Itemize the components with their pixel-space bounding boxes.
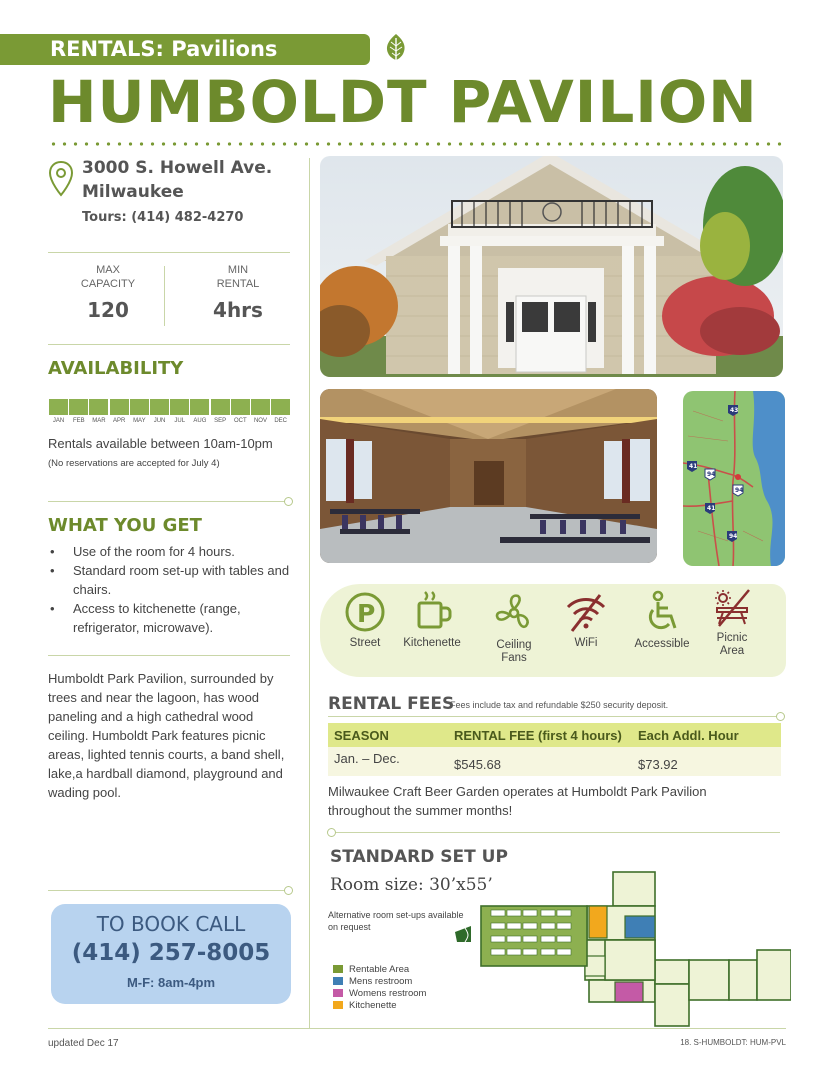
- month-dec: [271, 399, 290, 424]
- month-availability-bar: [49, 399, 290, 424]
- address-street: 3000 S. Howell Ave.: [82, 158, 273, 178]
- floorplan-diagram: [455, 870, 791, 1030]
- month-label: JUN: [153, 418, 166, 424]
- month-available-block: [170, 399, 189, 415]
- route-shield-label: 43: [730, 407, 739, 414]
- month-sep: [211, 399, 230, 424]
- amenity-ceiling-fans: [484, 591, 544, 665]
- amenity-kitchenette: [396, 589, 468, 650]
- month-available-block: [231, 399, 250, 415]
- standard-setup-heading: STANDARD SET UP: [330, 847, 508, 867]
- wheelchair-icon: [641, 590, 683, 634]
- rental-fee-table: [328, 723, 781, 776]
- availability-note: (No reservations are accepted for July 4): [48, 458, 220, 469]
- month-apr: [110, 399, 129, 424]
- stats-top-rule: [48, 252, 290, 253]
- updated-date: updated Dec 17: [48, 1038, 119, 1049]
- amenity-label: Picnic Area: [716, 632, 748, 657]
- list-item: • Access to kitchenette (range, refrigerator, microwave).: [48, 599, 294, 637]
- what-you-get-list: [48, 542, 294, 637]
- month-available-block: [251, 399, 270, 415]
- page-code: 18. S-HUMBOLDT: HUM-PVL: [680, 1038, 786, 1047]
- legend-label: Kitchenette: [349, 999, 397, 1011]
- amenities-panel: [320, 584, 786, 677]
- amenity-label: Kitchenette: [403, 637, 461, 649]
- month-label: FEB: [72, 418, 85, 424]
- beer-garden-note: Milwaukee Craft Beer Garden operates at Humboldt Park Pavilion throughout the summer months!: [328, 784, 707, 818]
- rental-fees-note: Fees include tax and refundable $250 security deposit.: [450, 700, 669, 710]
- month-label: JAN: [52, 418, 65, 424]
- month-mar: [89, 399, 108, 424]
- season-cell: Jan. – Dec.: [328, 747, 448, 776]
- month-label: OCT: [233, 418, 247, 424]
- availability-heading: AVAILABILITY: [48, 358, 184, 379]
- month-available-block: [190, 399, 209, 415]
- category-banner: [0, 34, 370, 65]
- month-nov: [251, 399, 270, 424]
- coffee-cup-icon: [411, 589, 453, 633]
- pavilion-description: Humboldt Park Pavilion, surrounded by trees and near the lagoon, has wood paneling and a high cathedral wood ceiling. Humboldt Park features picnic areas, lighted tennis courts, a band shell, lake,a hardball diamond, playground and wading pool.: [48, 671, 285, 800]
- month-label: JUL: [174, 418, 186, 424]
- stats-bottom-rule: [48, 344, 290, 345]
- location-map[interactable]: [683, 391, 785, 566]
- legend-item: [333, 963, 426, 975]
- route-shield-label: 41: [689, 463, 698, 470]
- route-shield-label: 94: [735, 487, 744, 494]
- amenity-accessible: [626, 590, 698, 651]
- list-item: • Standard room set-up with tables and chairs.: [48, 561, 294, 599]
- pavilion-exterior-photo: [320, 156, 783, 377]
- month-label: DEC: [274, 418, 287, 424]
- column-header: SEASON: [328, 723, 448, 747]
- legend-label: Mens restroom: [349, 975, 413, 987]
- month-jan: [49, 399, 68, 424]
- min-rental-value: 4hrs: [213, 298, 263, 322]
- table-header-row: [328, 723, 781, 747]
- column-header: Each Addl. Hour: [632, 723, 781, 747]
- section-divider: [48, 501, 288, 502]
- month-available-block: [69, 399, 88, 415]
- amenity-label: Street: [349, 637, 381, 649]
- month-oct: [231, 399, 250, 424]
- legend-item: [333, 987, 426, 999]
- pavilion-interior-photo: [320, 389, 657, 563]
- address-city: Milwaukee: [82, 182, 184, 202]
- alternative-setup-note: Alternative room set-ups available on request: [328, 910, 464, 932]
- amenity-wifi: [560, 589, 612, 650]
- availability-hours: Rentals available between 10am-10pm: [48, 436, 273, 451]
- month-available-block: [150, 399, 169, 415]
- min-rental-label: MIN RENTAL: [216, 264, 260, 290]
- legend-item: [333, 975, 426, 987]
- month-available-block: [49, 399, 68, 415]
- month-available-block: [130, 399, 149, 415]
- route-shield-label: 41: [707, 505, 716, 512]
- amenity-label: Accessible: [634, 638, 690, 650]
- section-divider: [48, 890, 288, 891]
- month-may: [130, 399, 149, 424]
- additional-hour-cell: $73.92: [632, 747, 781, 776]
- month-label: NOV: [253, 418, 267, 424]
- route-shield-label: 94: [707, 471, 716, 478]
- location-pin-icon: [48, 160, 74, 198]
- section-divider: [328, 716, 780, 717]
- rental-fee-cell: $545.68: [448, 747, 632, 776]
- rental-fees-heading: RENTAL FEES: [328, 694, 455, 714]
- svg-text:P: P: [357, 599, 376, 628]
- month-label: MAY: [133, 418, 146, 424]
- floorplan-legend: [333, 963, 426, 1011]
- legend-label: Rentable Area: [349, 963, 410, 975]
- month-label: MAR: [92, 418, 106, 424]
- booking-phone[interactable]: (414) 257-8005: [71, 940, 271, 966]
- stats-divider: [164, 266, 165, 326]
- amenity-picnic-area: [706, 588, 758, 658]
- parking-icon: [344, 591, 386, 633]
- column-header: RENTAL FEE (first 4 hours): [448, 723, 632, 747]
- fan-icon: [492, 591, 536, 635]
- dotted-divider: [48, 142, 786, 146]
- tours-phone: Tours: (414) 482-4270: [82, 210, 244, 225]
- table-row: [328, 747, 781, 776]
- month-label: AUG: [193, 418, 207, 424]
- room-size: Room size: 30’x55’: [330, 875, 493, 895]
- amenity-label: Ceiling Fans: [496, 639, 532, 664]
- list-item: • Use of the room for 4 hours.: [48, 542, 294, 561]
- month-available-block: [211, 399, 230, 415]
- month-available-block: [271, 399, 290, 415]
- section-divider: [332, 832, 780, 833]
- section-divider: [48, 655, 290, 656]
- month-label: SEP: [214, 418, 227, 424]
- leaf-icon: [383, 32, 409, 66]
- column-divider: [309, 158, 310, 1028]
- max-capacity-label: MAX CAPACITY: [80, 264, 136, 290]
- footer-divider: [48, 1028, 786, 1029]
- max-capacity-value: 120: [87, 298, 129, 322]
- route-shield-label: 94: [729, 533, 738, 540]
- no-wifi-icon: [564, 589, 608, 633]
- booking-title: TO BOOK CALL: [96, 912, 246, 936]
- month-available-block: [89, 399, 108, 415]
- category-label: RENTALS: Pavilions: [50, 37, 278, 61]
- month-label: APR: [112, 418, 126, 424]
- month-feb: [69, 399, 88, 424]
- legend-item: [333, 999, 426, 1011]
- month-available-block: [110, 399, 129, 415]
- page-title: HUMBOLDT PAVILION: [48, 68, 758, 136]
- booking-hours: M-F: 8am-4pm: [126, 975, 216, 990]
- amenity-street-parking: [342, 591, 388, 650]
- month-jun: [150, 399, 169, 424]
- month-jul: [170, 399, 189, 424]
- amenity-label: WiFi: [574, 637, 598, 649]
- no-picnic-icon: [709, 588, 755, 628]
- month-aug: [190, 399, 209, 424]
- legend-label: Womens restroom: [349, 987, 427, 999]
- what-you-get-heading: WHAT YOU GET: [48, 515, 202, 536]
